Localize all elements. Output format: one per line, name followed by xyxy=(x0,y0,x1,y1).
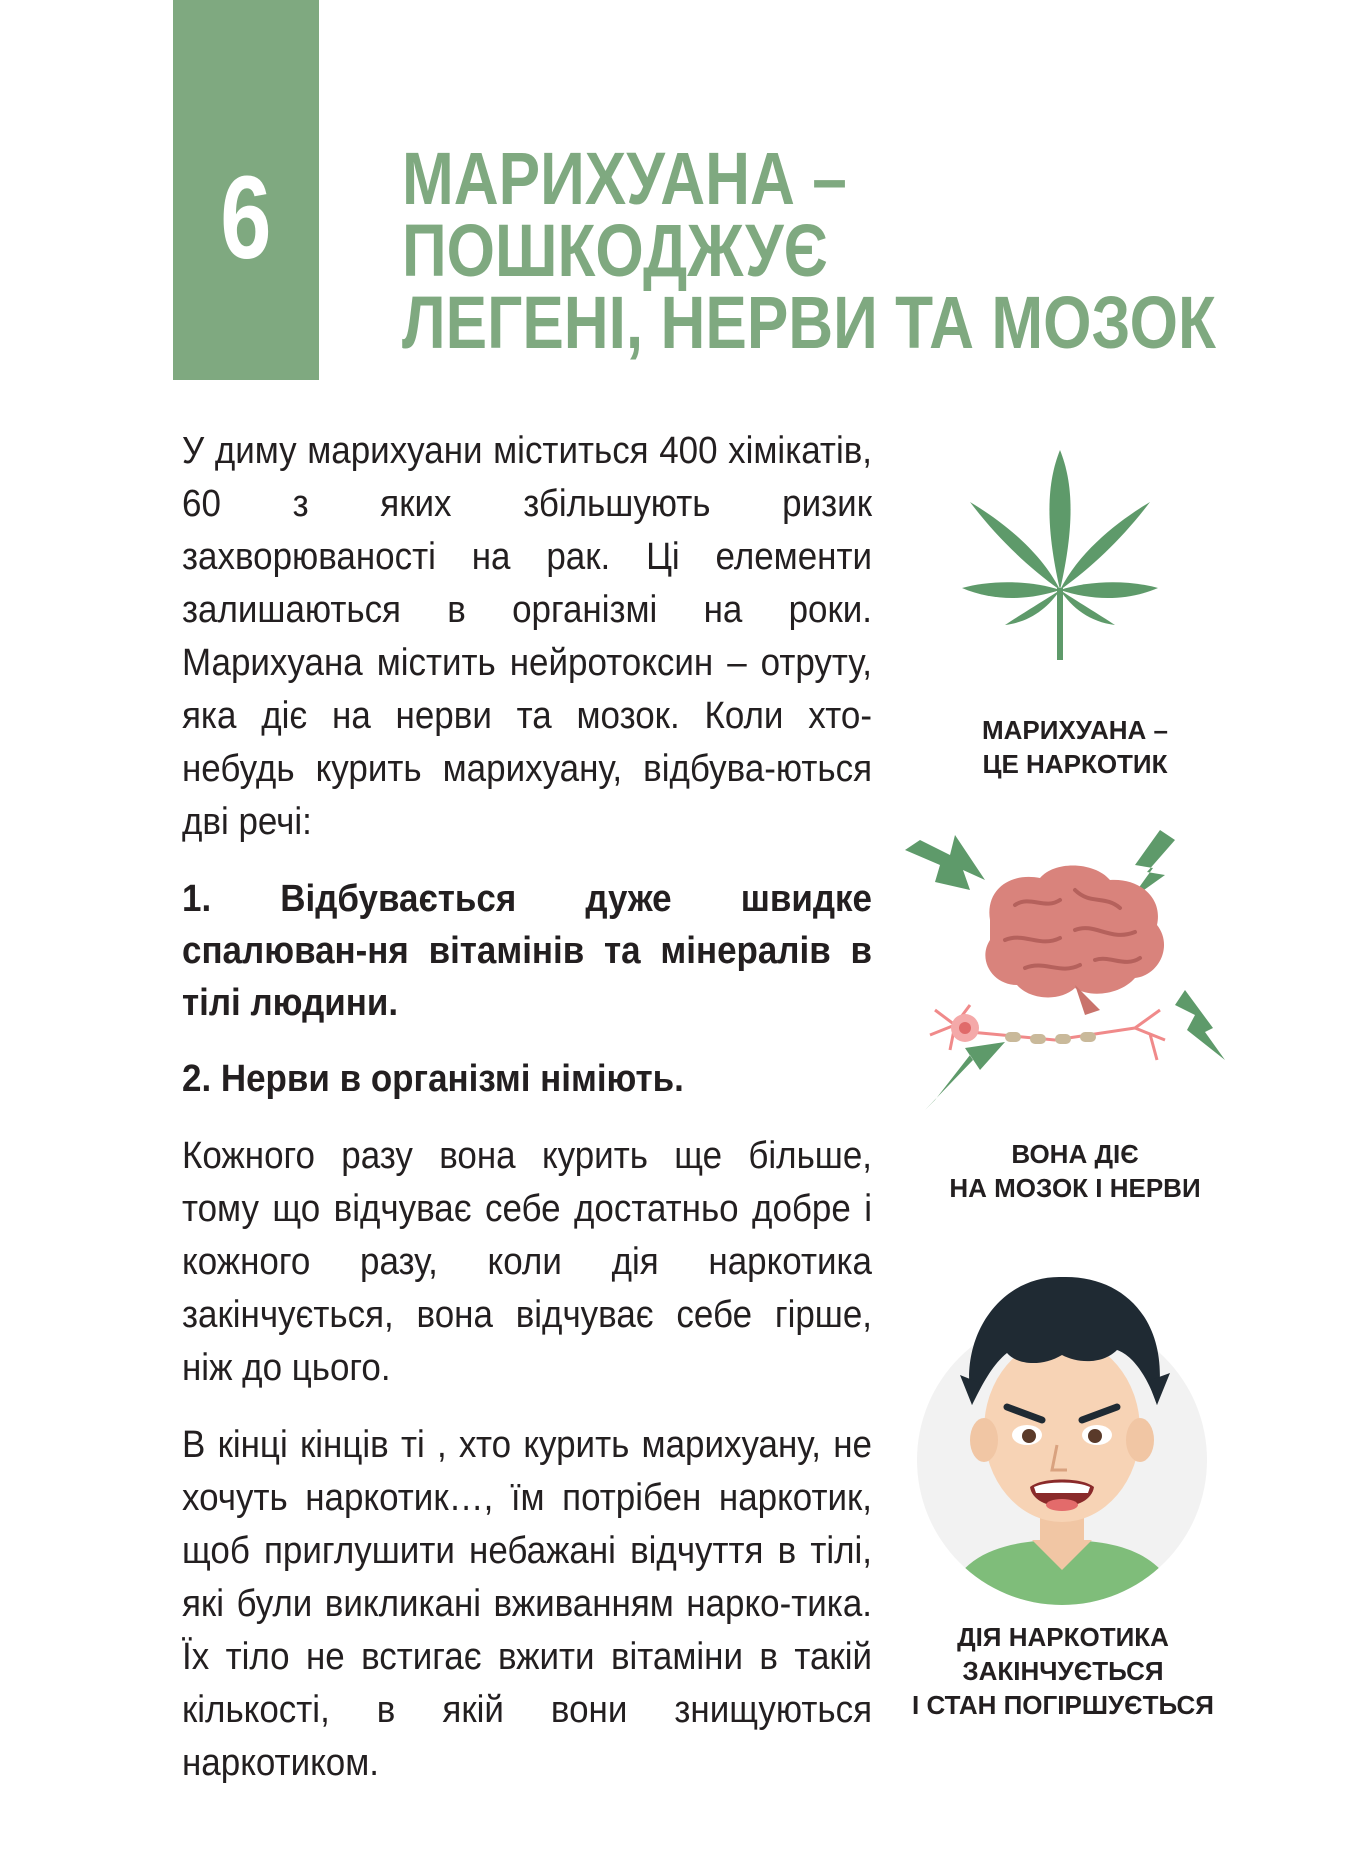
boy-caption xyxy=(863,1620,1263,1722)
boy-caption-line-1: ДІЯ НАРКОТИКА xyxy=(957,1622,1169,1652)
point-1: 1. Відбувається дуже швидке спалюван-ня вітамінів та мінералів в тілі людини. xyxy=(182,878,872,1024)
title-line-2: ПОШКОДЖУЄ xyxy=(402,209,828,292)
leaf-caption-line-1: МАРИХУАНА – xyxy=(981,715,1169,745)
conclusion-paragraph: В кінці кінців ті , хто курить марихуану, не хочуть наркотик…, їм потрібен наркотик, щоб приглушити небажані відчуття в тілі, які були викликані вживанням нарко-тика. Їх тіло не встигає вжити вітаміни в такій кількості, в якій вони знищуються наркотиком. xyxy=(182,1424,872,1784)
boy-caption-line-3: І СТАН ПОГІРШУЄТЬСЯ xyxy=(912,1690,1214,1720)
body-text-column xyxy=(182,425,872,1790)
brain-caption-line-2: НА МОЗОК І НЕРВИ xyxy=(949,1173,1201,1203)
angry-boy-illustration xyxy=(912,1255,1212,1615)
title-line-3: ЛЕГЕНІ, НЕРВИ ТА МОЗОК xyxy=(402,281,1216,364)
leaf-caption xyxy=(875,713,1275,781)
point-2: 2. Нерви в організмі німіють. xyxy=(182,1058,684,1100)
section-number-tab xyxy=(173,0,319,380)
title-line-1: МАРИХУАНА – xyxy=(402,137,847,220)
boy-caption-line-2: ЗАКІНЧУЄТЬСЯ xyxy=(962,1656,1164,1686)
section-title xyxy=(402,137,1216,364)
cannabis-leaf-icon xyxy=(960,440,1160,660)
leaf-caption-line-2: ЦЕ НАРКОТИК xyxy=(982,749,1168,779)
brain-lightning-icon xyxy=(895,810,1235,1130)
effect-paragraph: Кожного разу вона курить ще більше, тому що відчуває себе достатньо добре і кожного разу, коли дія наркотика закінчується, вона відчуває себе гірше, ніж до цього. xyxy=(182,1135,872,1389)
brain-caption xyxy=(875,1137,1275,1205)
brain-caption-line-1: ВОНА ДІЄ xyxy=(1011,1139,1139,1169)
intro-paragraph: У диму марихуани міститься 400 хімікатів, 60 з яких збільшують ризик захворюваності на рак. Ці елементи залишаються в організмі на роки. Марихуана містить нейротоксин – отруту, яка діє на нерви та мозок. Коли хто-небудь курить марихуану, відбува-ються дві речі: xyxy=(182,430,872,843)
section-number: 6 xyxy=(220,152,272,284)
